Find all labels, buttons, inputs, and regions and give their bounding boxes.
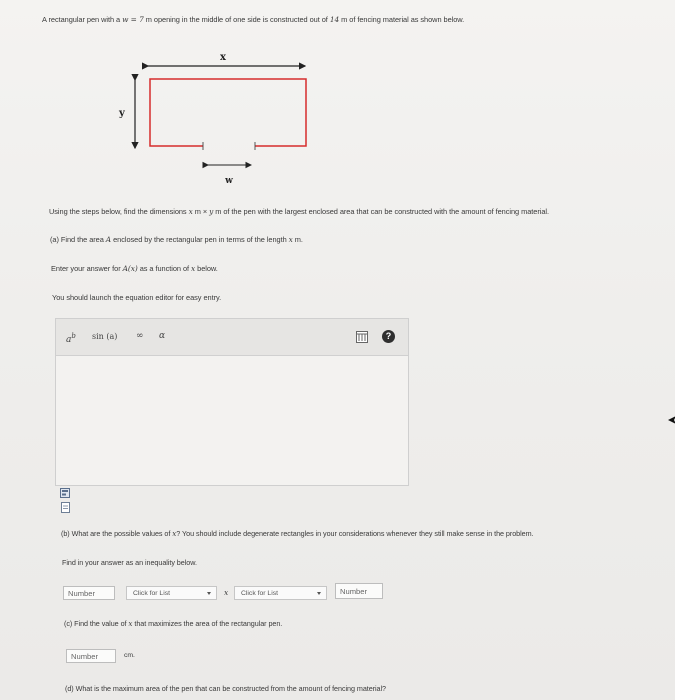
sin-button[interactable]: sin (a) <box>92 332 118 341</box>
equation-icon[interactable] <box>60 488 70 498</box>
y-label: y <box>119 108 125 119</box>
launch-editor-text: You should launch the equation editor for easy entry. <box>52 293 222 302</box>
help-icon[interactable]: ? <box>382 330 395 343</box>
lower-relation-select[interactable]: Click for List <box>126 586 217 600</box>
pen-outline <box>150 79 306 146</box>
keyboard-icon[interactable] <box>356 331 368 343</box>
pen-diagram <box>115 45 325 195</box>
chevron-down-icon <box>317 592 321 595</box>
mouse-cursor-icon <box>667 415 675 425</box>
w-label: w <box>225 176 233 186</box>
part-a-text: (a) Find the area A enclosed by the rectangular pen in terms of the length x m. <box>50 235 303 244</box>
equation-editor[interactable] <box>55 318 409 486</box>
part-b-text: (b) What are the possible values of x? You should include degenerate rectangles in your considerations whenever they still make sense in the problem. <box>61 529 534 538</box>
x-label: x <box>220 52 226 63</box>
steps-text: Using the steps below, find the dimensions x m × y m of the pen with the largest enclosed area that can be constructed with the amount of fencing material. <box>49 207 549 216</box>
enter-answer-text: Enter your answer for A(x) as a function of x below. <box>51 264 218 273</box>
document-icon[interactable] <box>61 502 70 513</box>
equation-input-area[interactable] <box>56 356 408 485</box>
upper-relation-select[interactable]: Click for List <box>234 586 327 600</box>
chevron-down-icon <box>207 592 211 595</box>
upper-bound-input[interactable]: Number <box>335 583 383 599</box>
inequality-instruction: Find in your answer as an inequality below. <box>62 558 197 567</box>
editor-toolbar <box>56 319 408 356</box>
part-d-text: (d) What is the maximum area of the pen that can be constructed from the amount of fencing material? <box>65 684 386 693</box>
lower-bound-input[interactable]: Number <box>63 586 115 600</box>
unit-label: cm. <box>124 652 135 659</box>
maximizing-x-input[interactable]: Number <box>66 649 116 663</box>
intro-text: A rectangular pen with a w = 7 m opening in the middle of one side is constructed out of 14 m of fencing material as shown below. <box>42 15 465 24</box>
part-c-text: (c) Find the value of x that maximizes the area of the rectangular pen. <box>64 619 283 628</box>
alpha-button[interactable]: α <box>159 331 166 341</box>
x-variable-label: x <box>224 588 229 597</box>
power-button[interactable]: $a^b$ <box>66 332 76 345</box>
infinity-button[interactable]: ∞ <box>136 331 144 341</box>
